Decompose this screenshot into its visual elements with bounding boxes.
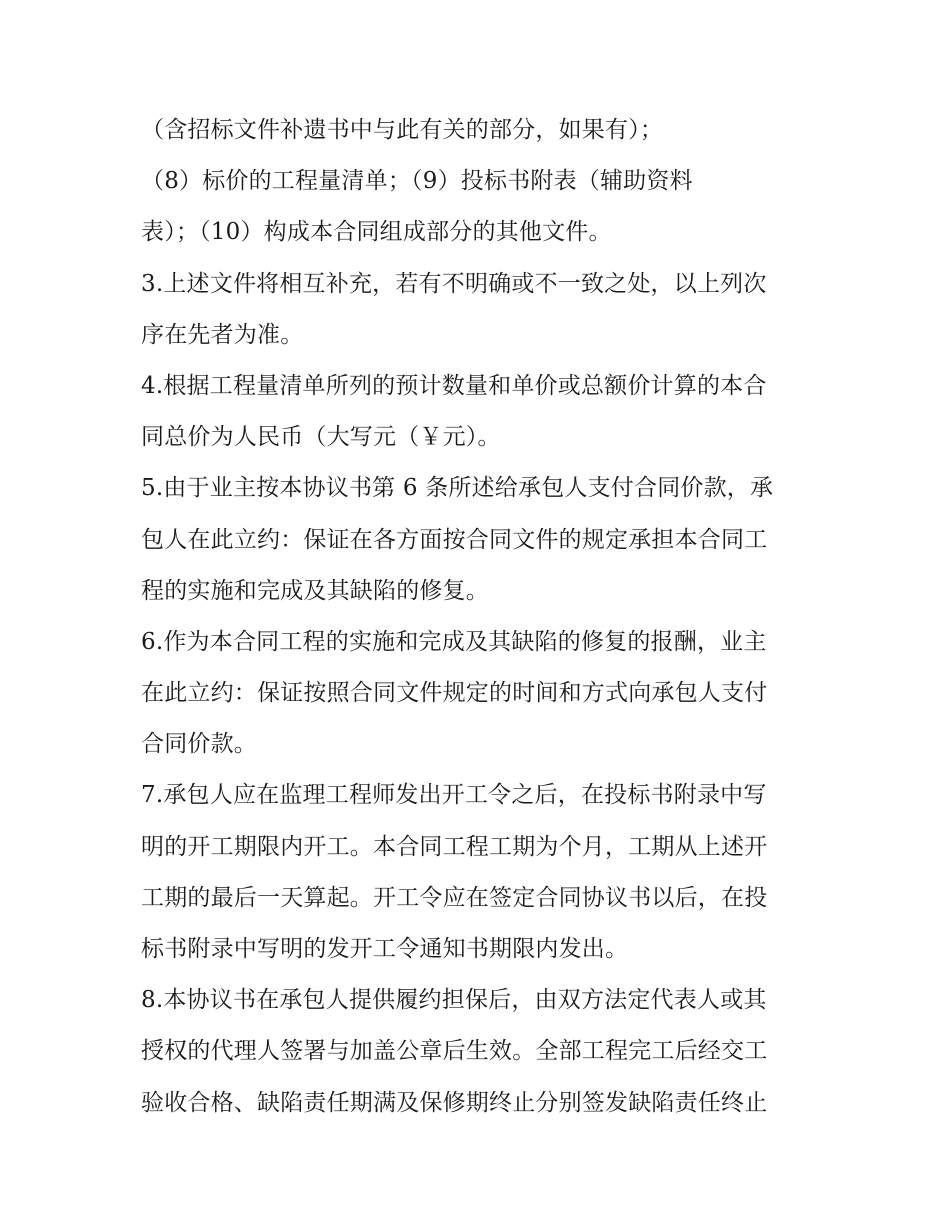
text-line: 7.承包人应在监理工程师发出开工令之后，在投标书附录中写: [141, 782, 767, 809]
text-line: 工期的最后一天算起。开工令应在签定合同协议书以后，在投: [141, 884, 768, 911]
text-line: 4.根据工程量清单所列的预计数量和单价或总额价计算的本合: [141, 372, 767, 399]
text-line: 程的实施和完成及其缺陷的修复。: [141, 577, 489, 604]
text-line: 验收合格、缺陷责任期满及保修期终止分别签发缺陷责任终止: [141, 1089, 768, 1116]
text-line: 授权的代理人签署与加盖公章后生效。全部工程完工后经交工: [141, 1038, 768, 1065]
text-line: 表）；（10）构成本合同组成部分的其他文件。: [141, 219, 612, 246]
text-line: 包人在此立约：保证在各方面按合同文件的规定承担本合同工: [141, 526, 768, 553]
text-line: 合同价款。: [141, 731, 257, 758]
text-line: 同总价为人民币（大写元（￥元）。: [141, 424, 501, 451]
text-line: 8.本协议书在承包人提供履约担保后，由双方法定代表人或其: [141, 987, 767, 1014]
text-line: 在此立约：保证按照合同文件规定的时间和方式向承包人支付: [141, 680, 768, 707]
text-line: 序在先者为准。: [141, 321, 304, 348]
text-line: 5.由于业主按本协议书第 6 条所述给承包人支付合同价款，承: [141, 475, 774, 502]
text-line: （8）标价的工程量清单；（9）投标书附表（辅助资料: [141, 168, 693, 195]
text-line: 6.作为本合同工程的实施和完成及其缺陷的修复的报酬，业主: [141, 628, 767, 655]
text-line: （含招标文件补遗书中与此有关的部分，如果有）；: [141, 117, 664, 143]
contract-text-body: [141, 105, 821, 1129]
text-line: 标书附录中写明的发开工令通知书期限内发出。: [141, 936, 629, 962]
text-line: 3.上述文件将相互补充，若有不明确或不一致之处，以上列次: [141, 270, 767, 297]
text-line: 明的开工期限内开工。本合同工程工期为个月，工期从上述开: [141, 833, 768, 860]
